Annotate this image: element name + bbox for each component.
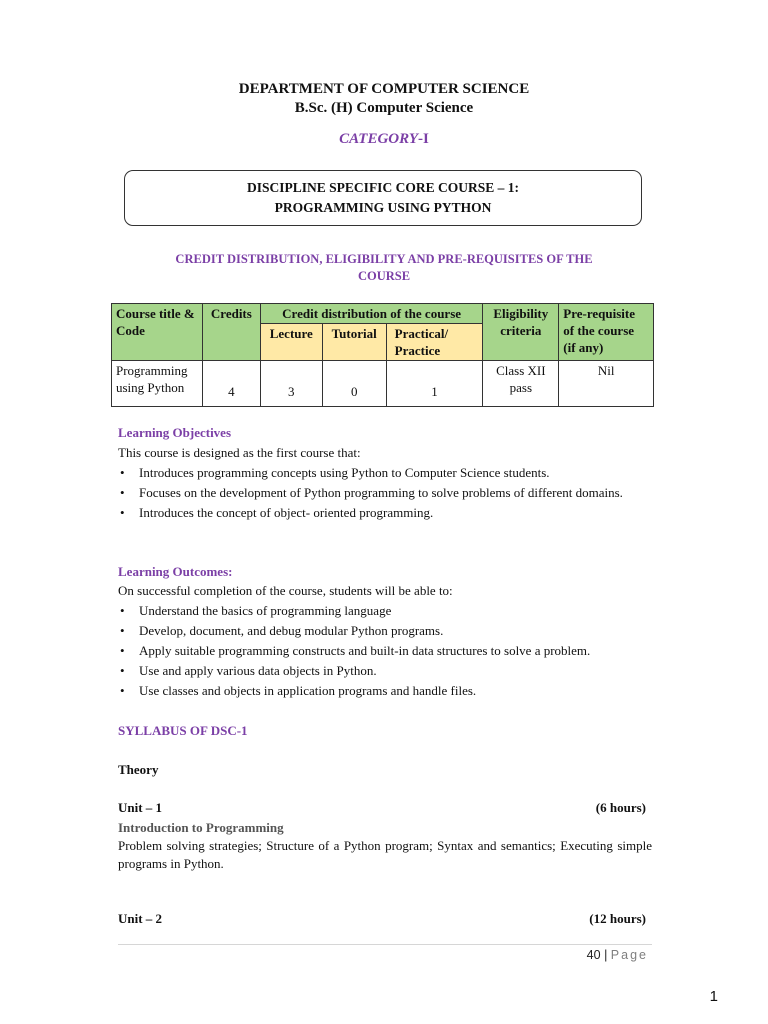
course-box-line2: PROGRAMMING USING PYTHON: [274, 200, 492, 215]
page-number: [587, 948, 648, 962]
table-row: [112, 361, 654, 407]
cell-credits: 4: [202, 361, 260, 407]
header-lecture: Lecture: [260, 324, 322, 361]
unit-1-header: [118, 800, 646, 816]
header-prerequisite: Pre-requisite of the course (if any): [559, 304, 654, 361]
page-separator: |: [604, 948, 608, 962]
header-credit-distribution: Credit distribution of the course: [260, 304, 483, 324]
category-suffix: -I: [418, 131, 429, 147]
cell-eligibility: Class XII pass: [483, 361, 559, 407]
header-practical: Practical/ Practice: [386, 324, 483, 361]
credit-table: [111, 303, 654, 407]
list-item: • Focuses on the development of Python programming to solve problems of different domains.: [118, 483, 652, 503]
list-item: • Introduces programming concepts using Python to Computer Science students.: [118, 463, 652, 483]
outcomes-list: [118, 601, 652, 701]
list-item: • Introduces the concept of object- oriented programming.: [118, 503, 652, 523]
page-number-value: 40: [586, 948, 601, 962]
corner-page-index: 1: [709, 988, 718, 1005]
credit-heading-line2: COURSE: [357, 269, 411, 283]
unit-1-hours: (6 hours): [595, 800, 646, 815]
cell-lecture: 3: [260, 361, 322, 407]
header-credits: Credits: [202, 304, 260, 361]
program-title: B.Sc. (H) Computer Science: [294, 100, 474, 116]
unit-1-label: Unit – 1: [118, 800, 163, 815]
category-word: CATEGORY: [339, 131, 419, 147]
unit-1-title: Introduction to Programming: [118, 820, 284, 835]
learning-objectives-heading: Learning Objectives: [118, 425, 232, 440]
unit-2-label: Unit – 2: [118, 911, 163, 926]
unit-1-description: Problem solving strategies; Structure of a Python program; Syntax and semantics; Executing simple programs in Python.: [118, 838, 652, 871]
category-label: [0, 131, 768, 148]
table-header-row: [112, 304, 654, 324]
header-course-title: Course title & Code: [112, 304, 203, 361]
footer-divider: [118, 944, 652, 945]
list-item: • Apply suitable programming constructs and built-in data structures to solve a problem.: [118, 641, 652, 661]
header-tutorial: Tutorial: [322, 324, 386, 361]
unit-2-hours: (12 hours): [589, 911, 646, 926]
course-title-box: [124, 170, 642, 226]
unit-2-header: [118, 911, 646, 927]
list-item: • Develop, document, and debug modular Python programs.: [118, 621, 652, 641]
list-item: • Understand the basics of programming language: [118, 601, 652, 621]
page-word: Page: [610, 948, 648, 962]
header-eligibility: Eligibility criteria: [483, 304, 559, 361]
outcomes-intro: On successful completion of the course, students will be able to:: [118, 583, 453, 598]
cell-tutorial: 0: [322, 361, 386, 407]
cell-prerequisite: Nil: [559, 361, 654, 407]
list-item: • Use classes and objects in application programs and handle files.: [118, 681, 652, 701]
list-item: • Use and apply various data objects in Python.: [118, 661, 652, 681]
credit-heading-line1: CREDIT DISTRIBUTION, ELIGIBILITY AND PRE-REQUISITES OF THE: [175, 252, 593, 266]
cell-practical: 1: [386, 361, 483, 407]
syllabus-heading: SYLLABUS OF DSC-1: [118, 723, 248, 738]
learning-outcomes-heading: Learning Outcomes:: [118, 564, 233, 579]
course-box-line1: DISCIPLINE SPECIFIC CORE COURSE – 1:: [247, 180, 519, 195]
cell-course: Programming using Python: [112, 361, 203, 407]
department-title: DEPARTMENT OF COMPUTER SCIENCE: [238, 81, 530, 97]
objectives-intro: This course is designed as the first course that:: [118, 445, 361, 460]
credit-distribution-heading: [140, 251, 628, 285]
theory-label: Theory: [118, 762, 159, 777]
objectives-list: [118, 463, 652, 523]
